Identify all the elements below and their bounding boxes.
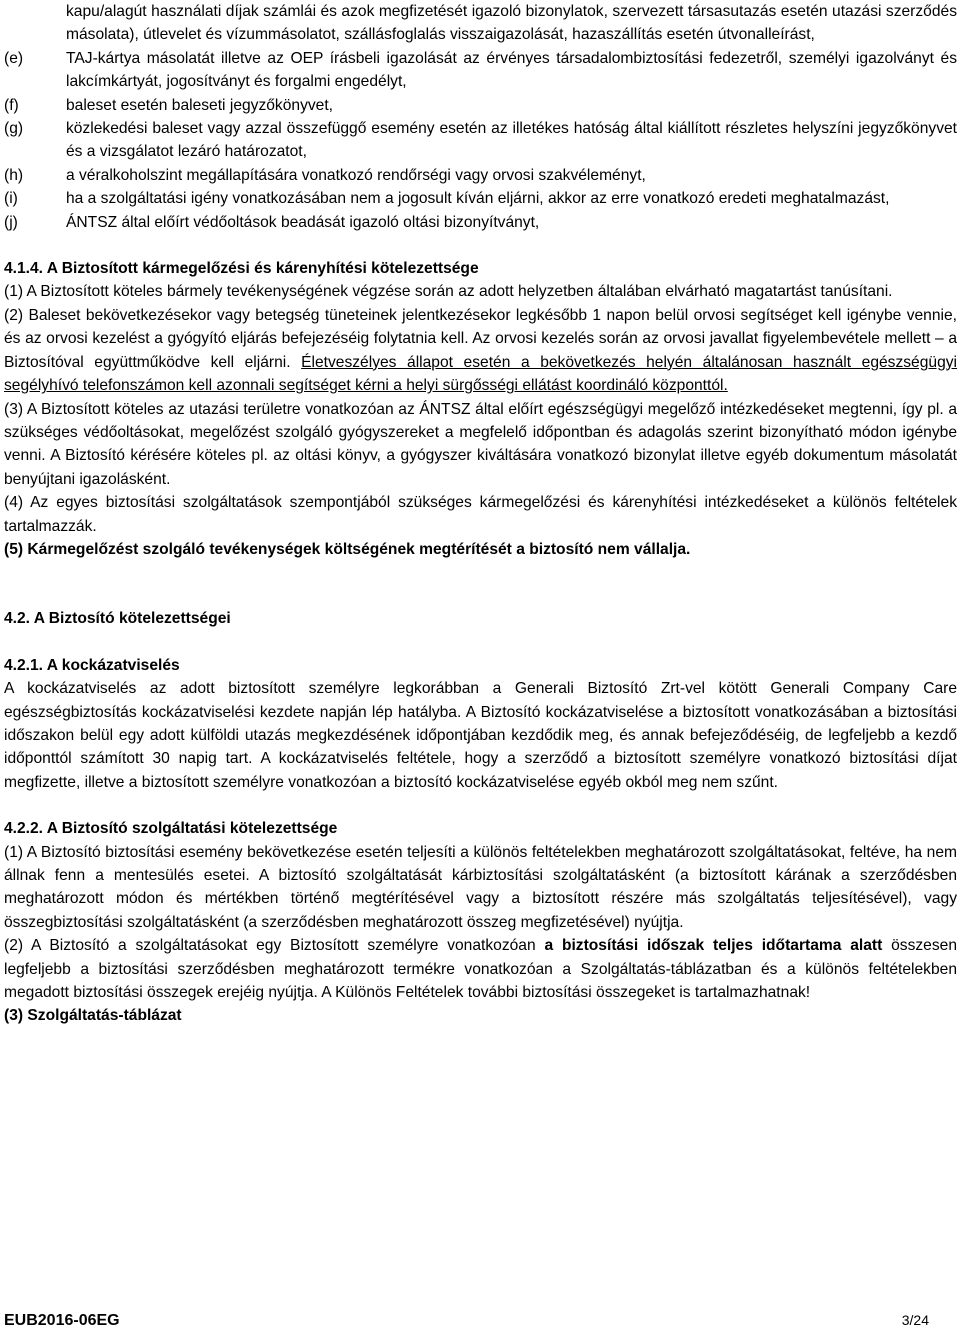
page-number: 3/24 [901,1312,929,1328]
list-label: (j) [4,213,18,231]
list-text: közlekedési baleset vagy azzal összefüggő esemény esetén az illetékes hatóság által kiállított részletes helyszíni jegyzőkönyvet és a vizsgálatot lezáró határozatot, [66,120,957,161]
emergency-notice: Életveszélyes állapot esetén a bekövetkezés helyén általánosan használt egészségügyi segélyhívó telefonszámon kell azonnali segítséget kérni a helyi sürgősségi ellátást koordináló központtól. [4,353,958,395]
paragraph-5: (5) Kármegelőzést szolgáló tevékenységek költségének megtérítését a biztosító nem vállalja. [4,540,691,558]
list-text: a véralkoholszint megállapítására vonatkozó rendőrségi vagy orvosi szakvéleményt, [66,166,646,184]
section-4-2-2-paragraph-2 [4,934,957,1004]
list-text: baleset esetén baleseti jegyzőkönyvet, [66,96,333,114]
paragraph-3: (3) A Biztosított köteles az utazási területre vonatkozóan az ÁNTSZ által előírt egészségügyi megelőző intézkedéseket megtenni, így pl. a szükséges védőoltásokat, megelőzést szolgáló gyógyszereket a megfelelő időpontban és adagolás szerint bizonyítható módon igénybe venni. A Biztosító kérésére köteles pl. az oltási könyv, a gyógyszer kiváltására vonatkozó bizonylat illetve egyéb dokumentum másolatát benyújtani igazolásként. [4,400,957,488]
list-text: TAJ-kártya másolatát illetve az OEP írásbeli igazolását az érvényes társadalombiztosítási fedezetről, személyi igazolványt és lakcímkártyát, jogosítványt és forgalmi engedélyt, [66,49,957,91]
paragraph-2-end: összesen legfeljebb a biztosítási szerződésben meghatározott termékre vonatkozóan a Szolgáltatás-táblázatban és a különös feltételekben megadott biztosítási összegek erejéig nyújtja. A Különös Feltételek további biztosítási összegeket is tartalmazhatnak! [4,937,957,1002]
list-text: ÁNTSZ által előírt védőoltások beadását igazoló oltási bizonyítványt, [66,213,540,231]
paragraph-2 [4,304,957,398]
paragraph-2-emphasis: a biztosítási időszak teljes időtartama alatt [544,937,883,955]
paragraph-4: (4) Az egyes biztosítási szolgáltatások szempontjából szükséges kármegelőzési és kárenyhítési intézkedéseket a különös feltételek tartalmazzák. [4,494,957,535]
continued-list-text: kapu/alagút használati díjak számlái és azok megfizetését igazoló bizonylatok, szervezett társasutazás esetén utazási szerződés másolata), útlevelet és vízummásolatot, szállásfoglalás visszaigazolását, hazaszállítás esetén útvonalleírást, [66,3,957,44]
section-4-2-title: 4.2. A Biztosító kötelezettségei [4,610,231,628]
paragraph-1: (1) A Biztosított köteles bármely tevékenységének végzése során az adott helyzetben általában elvárható magatartást tanúsítani. [4,283,893,301]
document-page [4,0,957,1028]
list-item-g [4,117,957,164]
section-4-2-2-title: 4.2.2. A Biztosító szolgáltatási kötelezettsége [4,820,338,838]
paragraph-2-start: (2) A Biztosító a szolgáltatásokat egy Biztosított személyre vonatkozóan [4,937,545,955]
list-label: (h) [4,166,24,184]
section-4-2-1-paragraph: A kockázatviselés az adott biztosított személyre legkorábban a Generali Biztosító Zrt-vel kötött Generali Company Care egészségbiztosítás kockázatviselési kezdete napján lép hatályba. A Biztosító kockázatviselése a biztosított vonatkozásában a biztosítási időszakon belül egy adott külföldi utazás megkezdésének időpontjában kezdődik meg, és annak befejeződéséig, de legfeljebb a kezdő időponttól számított 30 napig tart. A kockázatviselés feltétele, hogy a szerződő a biztosított személyre vonatkozó biztosítási díjat megfizette, illetve a biztosított személyre vonatkozóan a biztosító kockázatviselése egyéb okból meg nem szűnt. [4,680,957,791]
service-table-heading: (3) Szolgáltatás-táblázat [4,1007,182,1025]
list-label: (i) [4,190,18,208]
list-label: (g) [4,120,24,138]
list-item-h [4,164,957,187]
list-item-i [4,187,957,210]
list-item-f [4,94,957,117]
section-4-2-2-paragraph-1: (1) A Biztosító biztosítási esemény bekövetkezése esetén teljesíti a különös feltételekben meghatározott szolgáltatásokat, feltéve, ha nem állnak fenn a mentesülés esetei. A biztosító szolgáltatását kárbiztosítási szolgáltatásként (a biztosított kárának a szerződésben meghatározott módon és mértékben történő megtérítésével vagy a biztosított részére más szolgáltatás teljesítésével), vagy összegbiztosítási szolgáltatásként (a szerződésben meghatározott összeg megfizetésével) nyújtja. [4,843,957,931]
list-item-e [4,47,957,94]
list-label: (f) [4,96,19,114]
document-code: EUB2016-06EG [4,1312,120,1329]
list-label: (e) [4,49,24,67]
list-item-j [4,211,957,234]
section-4-1-4-title: 4.1.4. A Biztosított kármegelőzési és kárenyhítési kötelezettsége [4,260,479,278]
list-text: ha a szolgáltatási igény vonatkozásában nem a jogosult kíván eljárni, akkor az erre vonatkozó eredeti meghatalmazást, [66,190,890,208]
section-4-2-1-title: 4.2.1. A kockázatviselés [4,656,180,674]
page-footer [4,1312,929,1330]
paragraph-2-text: (2) Baleset bekövetkezésekor vagy betegség tüneteinek jelentkezésekor legkésőbb 1 napon belül orvosi segítséget kell igénybe vennie, és az orvosi kezelést a gyógyító eljárás befejezéséig folytatnia kell. Az orvosi kezelés során az orvosi javallat figyelembevétele mellett – a Biztosítóval együttműködve kell eljárni. [4,306,957,371]
